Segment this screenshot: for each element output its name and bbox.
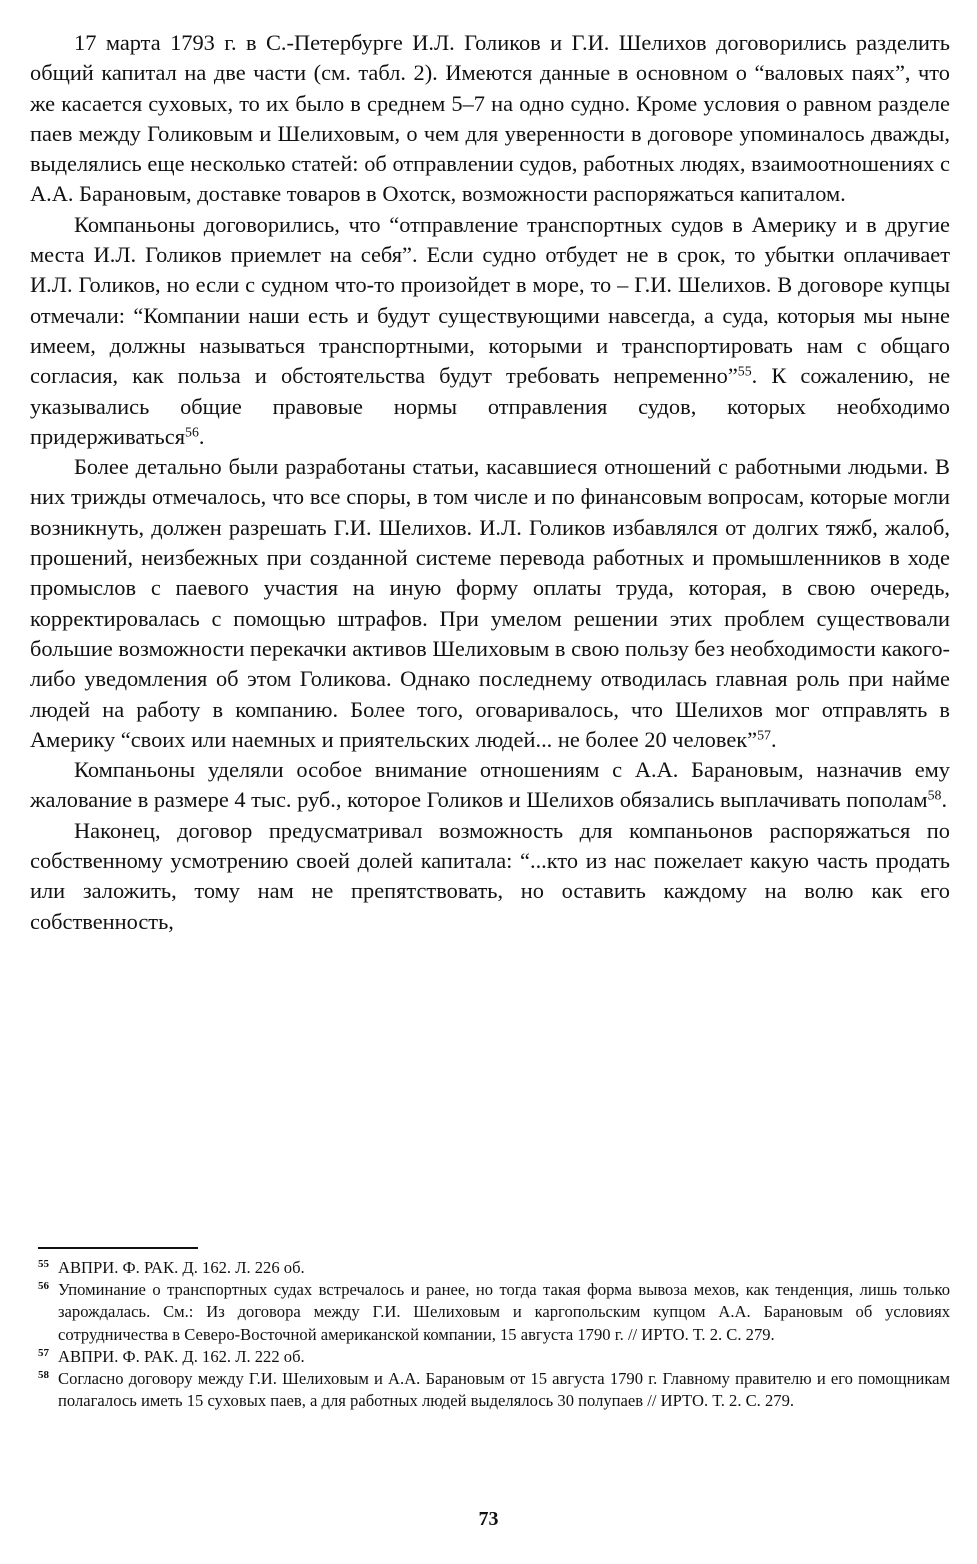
footnote-text: Согласно договору между Г.И. Шелиховым и А.А. Барановым от 15 августа 1790 г. Главному правителю и его помощникам полагалось иметь 15 суховых паев, а для работных людей выделялось 30 полупаев // ИРТО. Т. 2. С. 279.: [58, 1369, 950, 1411]
footnotes: [30, 1257, 950, 1412]
footnote-58: [30, 1368, 950, 1412]
page-number: 73: [478, 1508, 499, 1530]
footnote-separator: [38, 1247, 198, 1249]
footnote-ref-57[interactable]: 57: [757, 728, 771, 744]
paragraph-3: Более детально были разработаны статьи, касавшиеся отношений с работными людьми. В них трижды отмечалось, что все споры, в том числе и по финансовым вопросам, которые могли возникнуть, должен разрешать Г.И. Шелихов. И.Л. Голиков избавлялся от долгих тяжб, жалоб, прошений, неизбежных при созданной системе перевода работных и промышленников в ходе промыслов с паевого участия на иную форму оплаты труда, которая, в свою очередь, корректировалась с помощью штрафов. При умелом решении этих проблем существовали большие возможности перекачки активов Шелиховым в свою пользу без необходимости какого-либо уведомления об этом Голикова. Однако последнему отводилась главная роль при найме людей на работу в компанию. Более того, оговаривалось, что Шелихов мог отправлять в Америку “своих или наемных и приятельских людей... не более 20 человек”$^{57}$.: [30, 454, 950, 752]
footnote-ref-55[interactable]: 55: [737, 364, 752, 380]
footnote-text: АВПРИ. Ф. РАК. Д. 162. Л. 222 об.: [58, 1346, 305, 1366]
footnote-number: 56: [38, 1280, 49, 1293]
paragraph-5: Наконец, договор предусматривал возможность для компаньонов распоряжаться по собственному усмотрению своей долей капитала: “...кто из нас пожелает какую часть продать или заложить, тому нам не препятствовать, но оставить каждому на волю как его собственность,: [30, 817, 950, 934]
footnote-ref-56[interactable]: 56: [185, 425, 199, 441]
footnote-ref-58[interactable]: 58: [927, 788, 942, 804]
main-text: [30, 28, 950, 937]
paragraph-2: Компаньоны договорились, что “отправление транспортных судов в Америку и в другие места И.Л. Голиков приемлет на себя”. Если судно отбудет не в срок, то убытки оплачивает И.Л. Голиков, но если с судном что-то произойдет в море, то – Г.И. Шелихов. В договоре купцы отмечали: “Компании наши есть и будут существующими навсегда, а суда, которыя мы ныне имеем, должны называться транспортными, которыми и транспортировать нам с общаго согласия, как польза и обстоятельства будут требовать непременно”$^{55}$. К сожалению, не указывались общие правовые нормы отправления судов, которых необходимо придерживаться$^{56}$.: [30, 211, 951, 449]
footnote-text: АВПРИ. Ф. РАК. Д. 162. Л. 226 об.: [58, 1258, 305, 1277]
paragraph-4: Компаньоны уделяли особое внимание отношениям с А.А. Барановым, назначив ему жалование в размере 4 тыс. руб., которое Голиков и Шелихов обязались выплачивать пополам$^{58}$.: [30, 757, 950, 813]
page-body: [30, 28, 950, 937]
footnote-text: Упоминание о транспортных судах встречалось и ранее, но тогда такая форма вывоза мехов, как тенденция, лишь только зарождалась. См.: Из договора между Г.И. Шелиховым и каргопольским купцом А.А. Барановым об условиях сотрудничества в Северо-Восточной американской компании, 15 августа 1790 г. // ИРТО. Т. 2. С. 279.: [58, 1280, 950, 1344]
footnote-57: [30, 1346, 950, 1368]
footnote-number: 55: [38, 1258, 49, 1270]
footnote-number: 57: [38, 1346, 49, 1359]
footnote-number: 58: [38, 1369, 49, 1382]
footnote-56: [30, 1279, 950, 1346]
paragraph-1: 17 марта 1793 г. в С.-Петербурге И.Л. Голиков и Г.И. Шелихов договорились разделить общий капитал на две части (см. табл. 2). Имеются данные в основном о “валовых паях”, что же касается суховых, то их было в среднем 5–7 на одно судно. Кроме условия о равном разделе паев между Голиковым и Шелиховым, о чем для уверенности в договоре упоминалось дважды, выделялись еще несколько статей: об отправлении судов, работных людях, взаимоотношениях с А.А. Барановым, доставке товаров в Охотск, возможности распоряжаться капиталом.: [30, 30, 950, 207]
footnote-55: [30, 1257, 950, 1279]
